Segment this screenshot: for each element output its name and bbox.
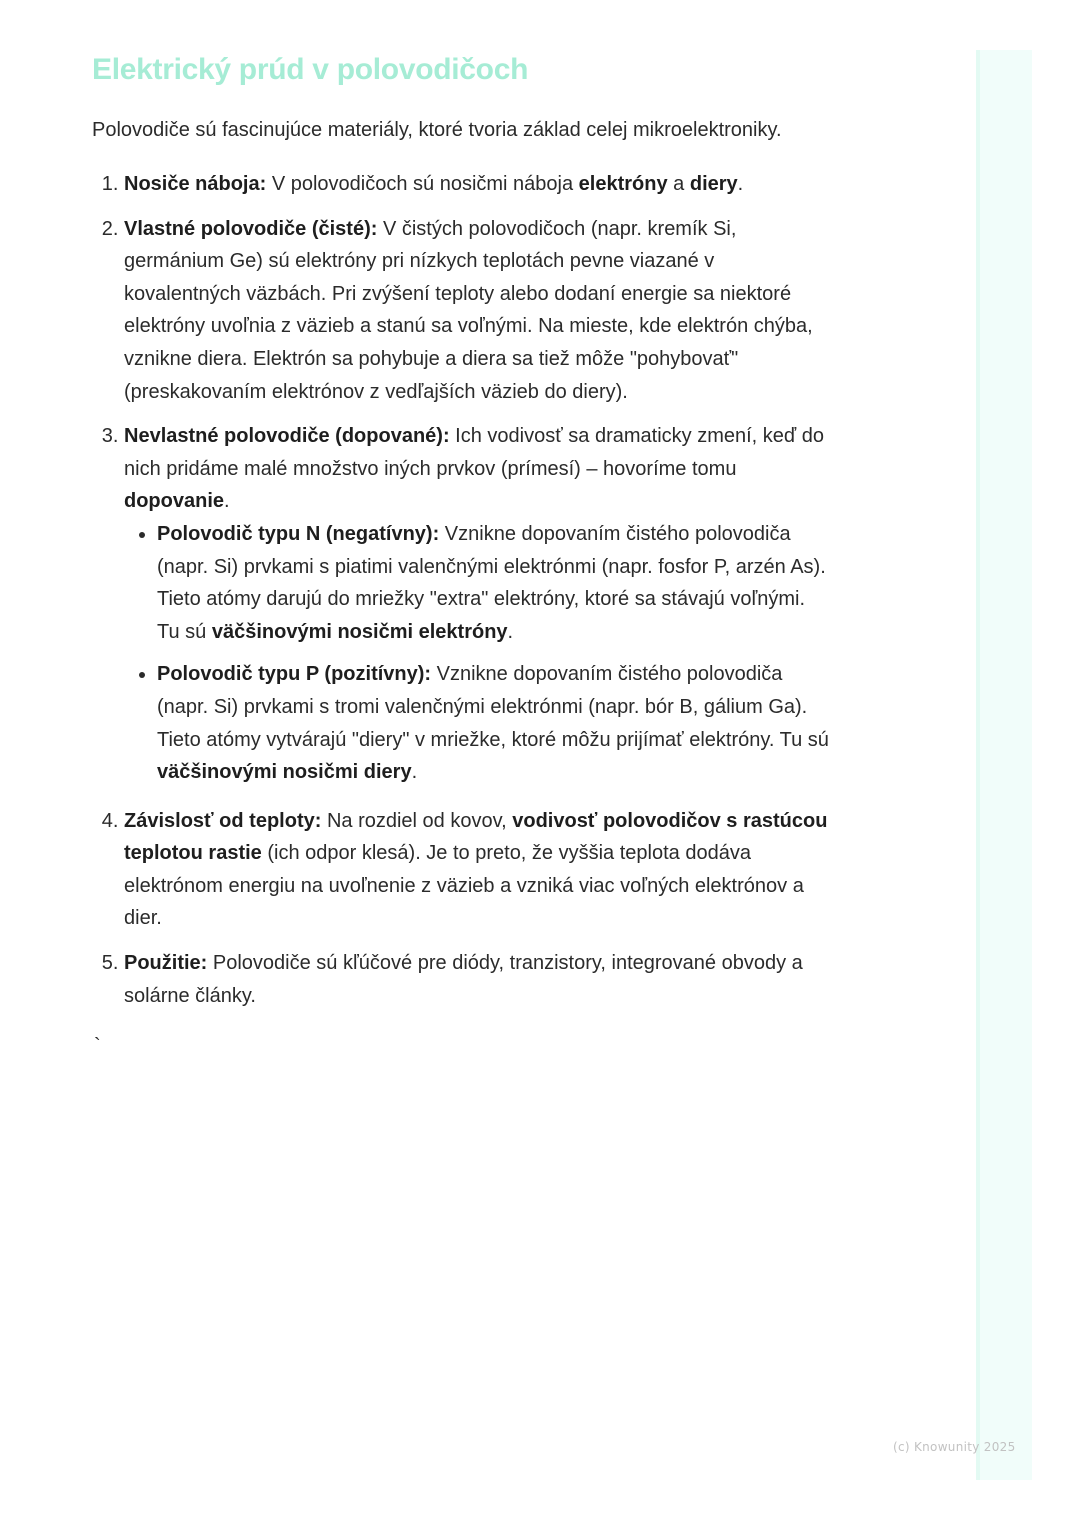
sub-item-n-type: • Polovodič typu N (negatívny): Vznikne dopovaním čistého polovodiča (napr. Si) prvkami s piatimi valenčnými elektrónmi (napr. fosfor P, arzén As). Tieto atómy darujú do mriežky "extra" elektróny, ktoré sa stávajú voľnými. Tu sú väčšinovými nosičmi elektróny. [157, 518, 832, 648]
intro-paragraph: Polovodiče sú fascinujúce materiály, ktoré tvoria základ celej mikroelektroniky. [92, 119, 782, 141]
item-label: Polovodič typu N (negatívny): [157, 522, 440, 545]
side-strip [976, 50, 1032, 1480]
list-item-temperature: 4. Závislosť od teploty: Na rozdiel od kovov, vodivosť polovodičov s rastúcou teplotou rastie (ich odpor klesá). Je to preto, že vyššia teplota dodáva elektrónom energiu na uvoľnenie z väzieb a vzniká viac voľných elektrónov a dier. [124, 805, 832, 935]
list-item-extrinsic: 3. Nevlastné polovodiče (dopované): Ich vodivosť sa dramaticky zmení, keď do nich pridáme malé množstvo iných prvkov (prímesí) – hovoríme tomu dopovanie. • Polovodič typu N (negatívny): Vznikne dopovaním čistého polovodiča (napr. Si) prvkami s piatimi valenčnými elektrónmi (napr. fosfor P, arzén As). Tieto atómy darujú do mriežky "extra" elektróny, ktoré sa stávajú voľnými. Tu sú väčšinovými nosičmi elektróny. • Polovodič typu P (pozitívny): Vznikne dopovaním čistého polovodiča (napr. Si) prvkami s tromi valenčnými elektrónmi (napr. bór B, gálium Ga). Tieto atómy vytvárajú "diery" v mriežke, ktoré môžu prijímať elektróny. Tu sú väčšinovými nosičmi diery. [124, 420, 832, 789]
copyright-footer: (c) Knowunity 2025 [893, 1440, 1016, 1454]
list-item-usage: 5. Použitie: Polovodiče sú kľúčové pre diódy, tranzistory, integrované obvody a solárne články. [124, 947, 832, 1012]
main-list [92, 168, 832, 1012]
page-title: Elektrický prúd v polovodičoch [92, 53, 529, 86]
list-item-charge-carriers: 1. Nosiče náboja: V polovodičoch sú nosičmi náboja elektróny a diery. [124, 168, 832, 201]
document-body [92, 48, 832, 1058]
sub-item-p-type: • Polovodič typu P (pozitívny): Vznikne dopovaním čistého polovodiča (napr. Si) prvkami s tromi valenčnými elektrónmi (napr. bór B, gálium Ga). Tieto atómy vytvárajú "diery" v mriežke, ktoré môžu prijímať elektróny. Tu sú väčšinovými nosičmi diery. [157, 658, 832, 788]
stray-mark: ` [94, 1035, 101, 1058]
item-label: Vlastné polovodiče (čisté): [124, 217, 378, 240]
item-label: Nosiče náboja: [124, 173, 267, 195]
list-item-intrinsic: 2. Vlastné polovodiče (čisté): V čistých polovodičoch (napr. kremík Si, germánium Ge) sú elektróny pri nízkych teplotách pevne viazané v kovalentných väzbách. Pri zvýšení teploty alebo dodaní energie sa niektoré elektróny uvoľnia z väzieb a stanú sa voľnými. Na mieste, kde elektrón chýba, vznikne diera. Elektrón sa pohybuje a diera sa tiež môže "pohybovať" (preskakovaním elektrónov z vedľajších väzieb do diery). [124, 213, 832, 409]
sub-list [124, 518, 832, 789]
item-label: Závislosť od teploty: [124, 809, 322, 832]
item-label: Polovodič typu P (pozitívny): [157, 663, 432, 686]
item-label: Použitie: [124, 952, 208, 975]
item-label: Nevlastné polovodiče (dopované): [124, 425, 450, 448]
